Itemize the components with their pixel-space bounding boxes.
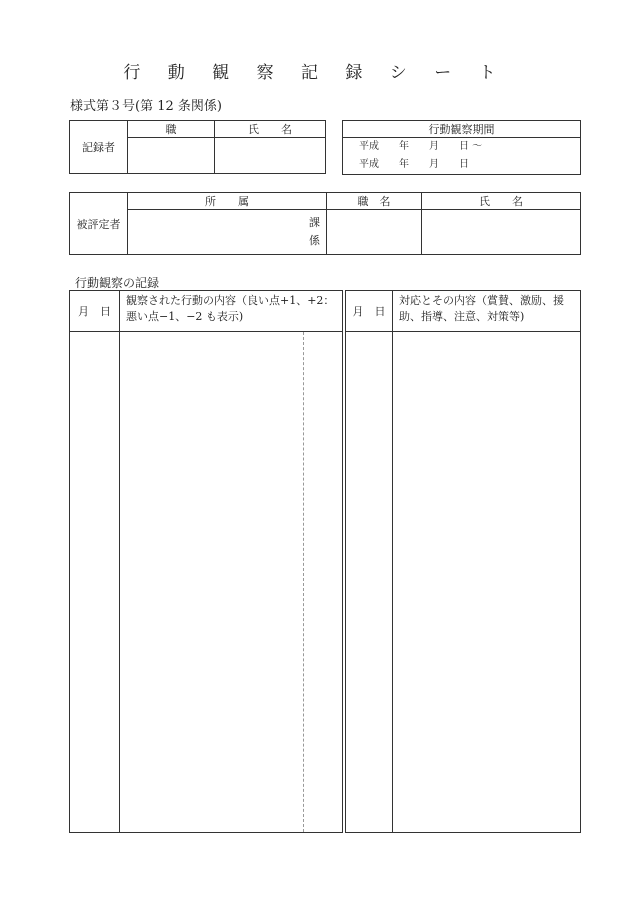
- observation-record-table: [69, 290, 581, 833]
- ka-label: 課: [309, 216, 320, 229]
- date-right-column[interactable]: [346, 332, 393, 833]
- kakari-label: 係: [309, 234, 320, 247]
- recorder-position-field[interactable]: [128, 138, 215, 174]
- date-left-header: 月 日: [70, 291, 120, 332]
- response-column[interactable]: [393, 332, 581, 833]
- date-left-column[interactable]: [70, 332, 120, 833]
- observed-behavior-header: 観察された行動の内容（良い点+1、+2：悪い点−1、−2 も表示): [120, 291, 343, 332]
- evaluee-position-field[interactable]: [327, 210, 422, 255]
- date-right-header: 月 日: [346, 291, 393, 332]
- recorder-name-field[interactable]: [215, 138, 326, 174]
- evaluee-name-field[interactable]: [422, 210, 581, 255]
- affiliation-field[interactable]: [128, 210, 327, 255]
- observed-behavior-column[interactable]: [120, 332, 304, 833]
- recorder-name-header: 氏 名: [215, 121, 326, 138]
- recorder-table: [69, 120, 326, 174]
- period-header: 行動観察期間: [343, 121, 581, 138]
- observation-period-table: [342, 120, 581, 175]
- response-header: 対応とその内容（賞賛、激励、援助、指導、注意、対策等): [393, 291, 581, 332]
- record-section-label: 行動観察の記録: [75, 276, 160, 290]
- affiliation-header: 所 属: [128, 193, 327, 210]
- recorder-label: 記録者: [70, 121, 128, 174]
- recorder-position-header: 職: [128, 121, 215, 138]
- period-from[interactable]: 平成 年 月 日 〜: [359, 141, 483, 152]
- page-title: 行 動 観 察 記 録 シ ー ト: [123, 63, 507, 83]
- score-column[interactable]: [304, 332, 343, 833]
- evaluee-label: 被評定者: [70, 193, 128, 255]
- evaluee-position-header: 職 名: [327, 193, 422, 210]
- evaluee-name-header: 氏 名: [422, 193, 581, 210]
- evaluee-table: [69, 192, 581, 255]
- period-to[interactable]: 平成 年 月 日: [359, 159, 469, 170]
- form-number: 様式第３号(第 12 条関係): [70, 99, 222, 114]
